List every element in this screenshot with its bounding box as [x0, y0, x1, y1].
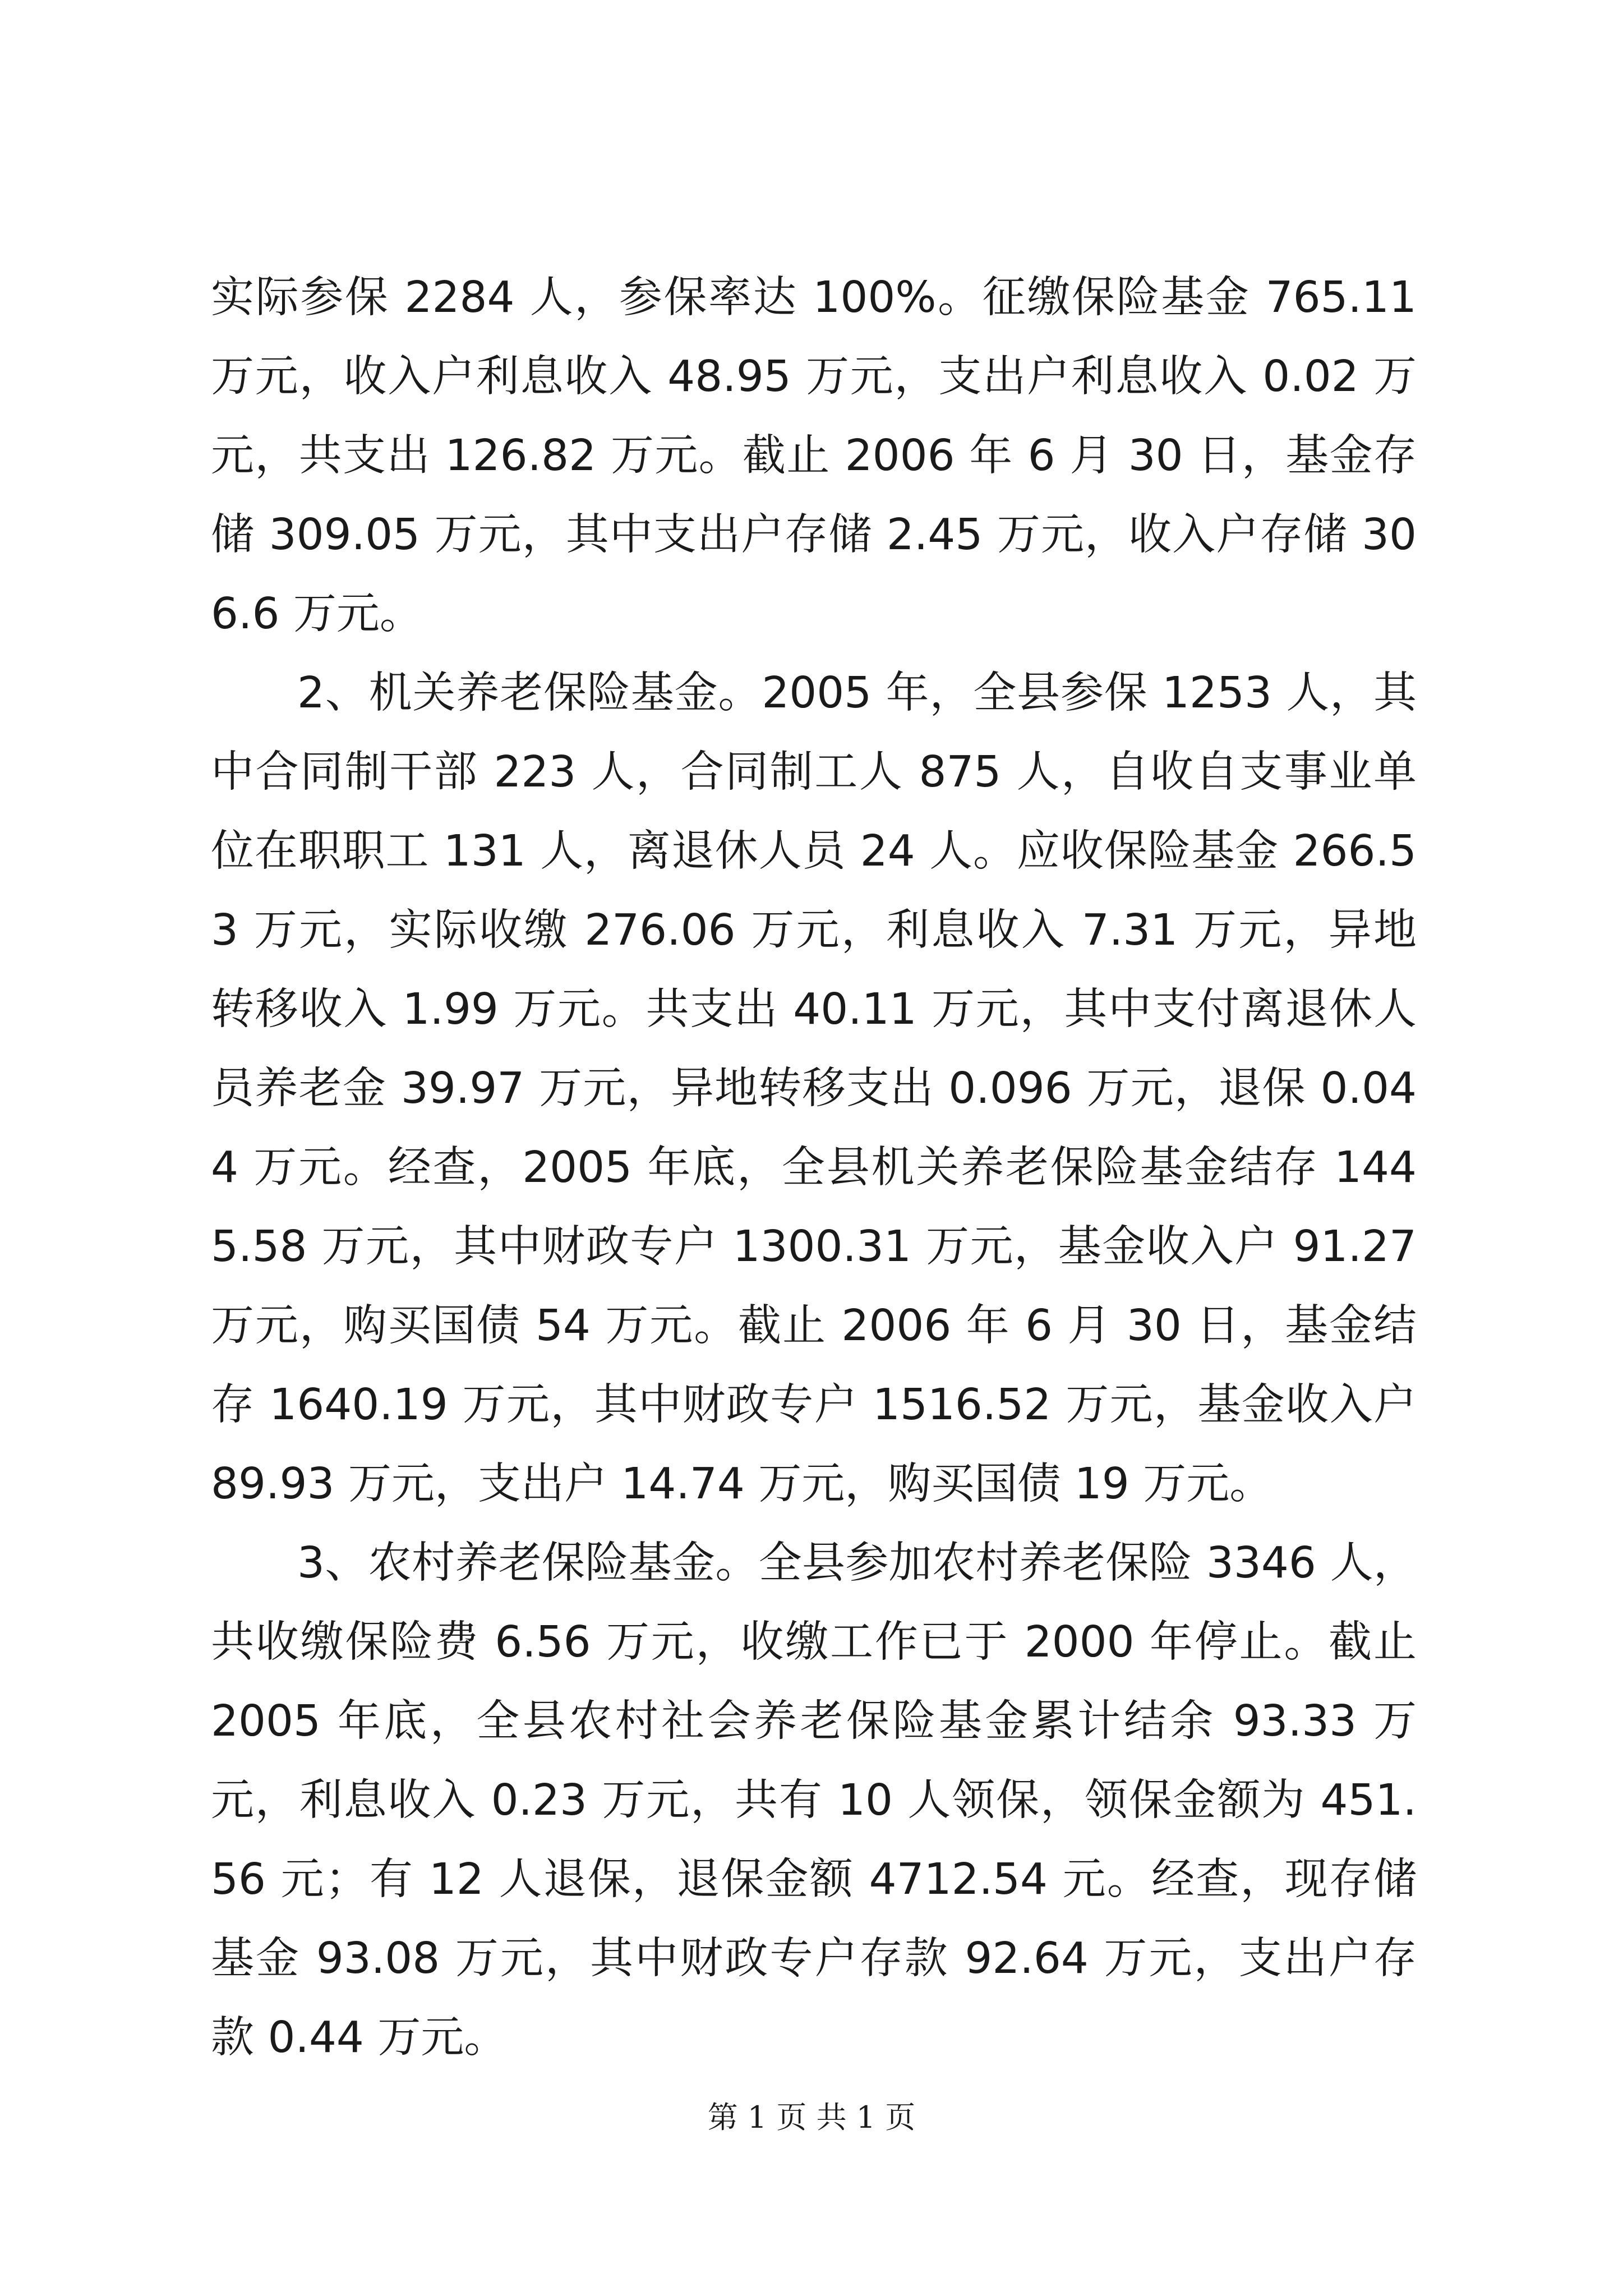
- page-number-footer: 第 1 页 共 1 页: [707, 2100, 916, 2135]
- paragraph-continuation: 实际参保 2284 人，参保率达 100%。征缴保险基金 765.11 万元，收入户利息收入 48.95 万元，支出户利息收入 0.02 万元，共支出 126.82 万元。截止 2006 年 6 月 30 日，基金存储 309.05 万元，其中支出户存储 2.45 万元，收入户存储 306.6 万元。: [211, 273, 1417, 639]
- document-body: [211, 258, 1417, 2077]
- paragraph-agency-pension-fund: 2、机关养老保险基金。2005 年，全县参保 1253 人，其中合同制干部 223 人，合同制工人 875 人，自收自支事业单位在职职工 131 人，离退休人员 24 人。应收保险基金 266.53 万元，实际收缴 276.06 万元，利息收入 7.31 万元，异地转移收入 1.99 万元。共支出 40.11 万元，其中支付离退休人员养老金 39.97 万元，异地转移支出 0.096 万元，退保 0.044 万元。经查，2005 年底，全县机关养老保险基金结存 1445.58 万元，其中财政专户 1300.31 万元，基金收入户 91.27 万元，购买国债 54 万元。截止 2006 年 6 月 30 日，基金结存 1640.19 万元，其中财政专户 1516.52 万元，基金收入户 89.93 万元，支出户 14.74 万元，购买国债 19 万元。: [211, 668, 1417, 1509]
- paragraph-rural-pension-fund: 3、农村养老保险基金。全县参加农村养老保险 3346 人，共收缴保险费 6.56 万元，收缴工作已于 2000 年停止。截止 2005 年底，全县农村社会养老保险基金累计结余 93.33 万元，利息收入 0.23 万元，共有 10 人领保，领保金额为 451.56 元；有 12 人退保，退保金额 4712.54 元。经查，现存储基金 93.08 万元，其中财政专户存款 92.64 万元，支出户存款 0.44 万元。: [211, 1538, 1417, 2063]
